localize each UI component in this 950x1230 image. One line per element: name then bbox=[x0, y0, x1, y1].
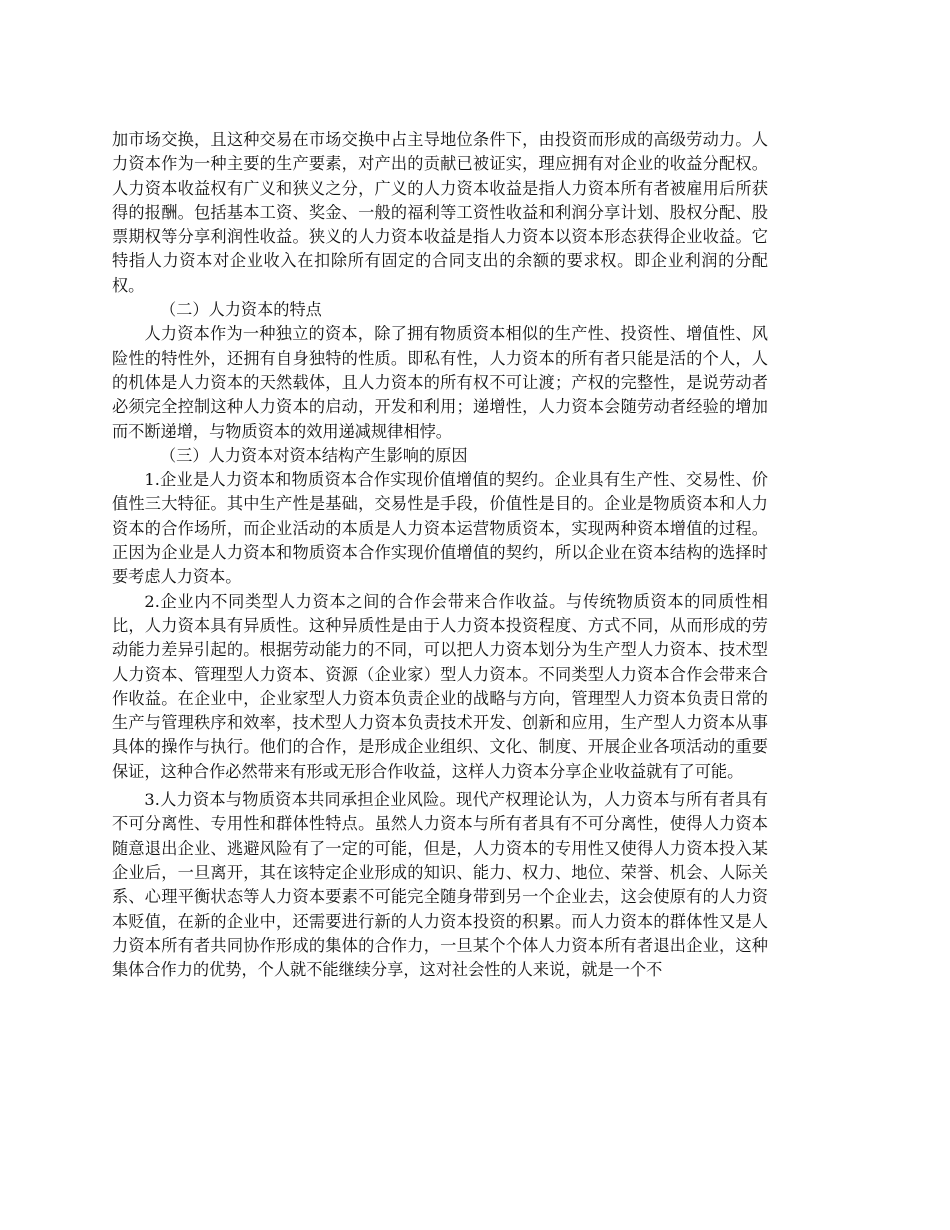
paragraph-reason-2: 2.企业内不同类型人力资本之间的合作会带来合作收益。与传统物质资本的同质性相比，人力资本具有异质性。这种异质性是由于人力资本投资程度、方式不同，从而形成的劳动能力差异引起的。根据劳动能力的不同，可以把人力资本划分为生产型人力资本、技术型人力资本、管理型人力资本、资源（企业家）型人力资本。不同类型人力资本合作会带来合作收益。在企业中，企业家型人力资本负责企业的战略与方向，管理型人力资本负责日常的生产与管理秩序和效率，技术型人力资本负责技术开发、创新和应用，生产型人力资本从事具体的操作与执行。他们的合作，是形成企业组织、文化、制度、开展企业各项活动的重要保证，这种合作必然带来有形或无形合作收益，这样人力资本分享企业收益就有了可能。 bbox=[112, 591, 768, 781]
paragraph-features: 人力资本作为一种独立的资本，除了拥有物质资本相似的生产性、投资性、增值性、风险性的特性外，还拥有自身独特的性质。即私有性，人力资本的所有者只能是活的个人，人的机体是人力资本的天然载体，且人力资本的所有权不可让渡；产权的完整性，是说劳动者必须完全控制这种人力资本的启动，开发和利用；递增性，人力资本会随劳动者经验的增加而不断递增，与物质资本的效用递减规律相悖。 bbox=[112, 324, 768, 441]
paragraph-continuation: 加市场交换，且这种交易在市场交换中占主导地位条件下，由投资而形成的高级劳动力。人力资本作为一种主要的生产要素，对产出的贡献已被证实，理应拥有对企业的收益分配权。人力资本收益权有广义和狭义之分，广义的人力资本收益是指人力资本所有者被雇用后所获得的报酬。包括基本工资、奖金、一般的福利等工资性收益和利润分享计划、股权分配、股票期权等分享利润性收益。狭义的人力资本收益是指人力资本以资本形态获得企业收益。它特指人力资本对企业收入在扣除所有固定的合同支出的余额的要求权。即企业利润的分配权。 bbox=[112, 130, 768, 295]
document-page bbox=[112, 128, 768, 982]
section-heading-features: （二）人力资本的特点 bbox=[160, 300, 322, 320]
section-heading-reasons: （三）人力资本对资本结构产生影响的原因 bbox=[160, 445, 468, 465]
paragraph-reason-3: 3.人力资本与物质资本共同承担企业风险。现代产权理论认为，人力资本与所有者具有不可分离性、专用性和群体性特点。虽然人力资本与所有者具有不可分离性，使得人力资本随意退出企业、逃避风险有了一定的可能，但是，人力资本的专用性又使得人力资本投入某企业后，一旦离开，其在该特定企业形成的知识、能力、权力、地位、荣誉、机会、人际关系、心理平衡状态等人力资本要素不可能完全随身带到另一个企业去，这会使原有的人力资本贬值，在新的企业中，还需要进行新的人力资本投资的积累。而人力资本的群体性又是人力资本所有者共同协作形成的集体的合作力，一旦某个个体人力资本所有者退出企业，这种集体合作力的优势，个人就不能继续分享，这对社会性的人来说，就是一个不 bbox=[112, 790, 768, 980]
paragraph-reason-1: 1.企业是人力资本和物质资本合作实现价值增值的契约。企业具有生产性、交易性、价值性三大特征。其中生产性是基础，交易性是手段，价值性是目的。企业是物质资本和人力资本的合作场所，而企业活动的本质是人力资本运营物质资本，实现两种资本增值的过程。正因为企业是人力资本和物质资本合作实现价值增值的契约，所以企业在资本结构的选择时要考虑人力资本。 bbox=[112, 470, 768, 587]
